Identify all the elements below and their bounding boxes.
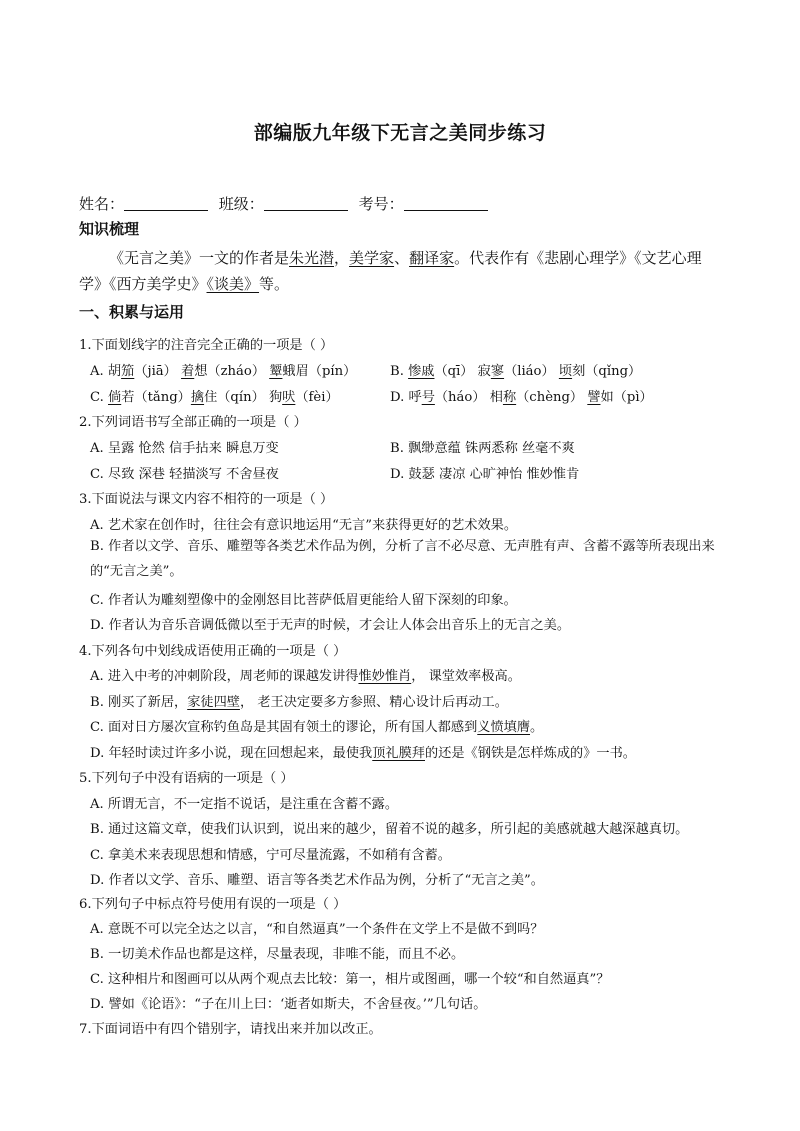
knowledge-paragraph — [79, 245, 721, 297]
q5-option-d: D. 作者以文学、音乐、雕塑、语言等各类艺术作品为例，分析了“无言之美”。 — [90, 873, 544, 888]
q6-option-c: C. 这种相片和图画可以从两个观点去比较：第一，相片或图画，哪一个较“和自然逼真”？ — [90, 972, 610, 987]
q2-option-c: C. 尽致 深巷 轻描淡写 不舍昼夜 — [90, 467, 279, 482]
q5-option-c: C. 拿美术来表现思想和情感，宁可尽量流露，不如稍有含蓄。 — [90, 848, 451, 863]
q6-option-a: A. 意既不可以完全达之以言，“和自然逼真”一个条件在文学上不是做不到吗？ — [90, 922, 544, 937]
q4-option-b: B. 刚买了新居，家徒四壁， 老王决定要多方参照、精心设计后再动工。 — [90, 695, 508, 710]
role-underlined-2: 翻译家 — [409, 249, 455, 267]
q6-option-b: B. 一切美术作品也都是这样，尽量表现，非唯不能，而且不必。 — [90, 947, 465, 962]
intro-text-4: 。代表作有《悲剧心理学》《文艺心理学》《西方美学史》 — [79, 249, 702, 293]
page-title: 部编版九年级下无言之美同步练习 — [253, 122, 547, 144]
q1-option-d: D. 呼号（háo） 相称（chèng） 譬如（pì） — [390, 390, 653, 405]
q3-option-a: A. 艺术家在创作时，往往会有意识地运用“无言”来获得更好的艺术效果。 — [90, 518, 518, 533]
q6-option-d: D. 譬如《论语》：“子在川上曰：‘逝者如斯夫，不舍昼夜。’”几句话。 — [90, 997, 487, 1012]
q5-option-a: A. 所谓无言，不一定指不说话，是注重在含蓄不露。 — [90, 797, 399, 812]
question-3-stem: 3.下面说法与课文内容不相符的一项是（ ） — [79, 492, 334, 507]
class-blank[interactable] — [264, 196, 348, 211]
intro-text-3: 、 — [394, 249, 410, 267]
question-2-stem: 2.下列词语书写全部正确的一项是（ ） — [79, 415, 307, 430]
q2-option-d: D. 鼓瑟 凄凉 心旷神怡 惟妙惟肯 — [390, 467, 580, 482]
q1-option-c: C. 倘若（tǎng）擒住（qín） 狗吠（fèi） — [90, 390, 339, 405]
intro-text-2: ， — [334, 249, 350, 267]
section-heading: 一、积累与运用 — [79, 303, 185, 321]
q4-option-d: D. 年轻时读过许多小说，现在回想起来，最使我顶礼膜拜的还是《钢铁是怎样炼成的》一书。 — [90, 746, 636, 761]
name-blank[interactable] — [124, 196, 208, 211]
question-5-stem: 5.下列句子中没有语病的一项是（ ） — [79, 771, 294, 786]
q3-option-b: B. 作者以文学、音乐、雕塑等各类艺术作品为例，分析了言不必尽意、无声胜有声、含蓄不露等所表现出来的“无言之美”。 — [90, 539, 715, 579]
role-underlined-1: 美学家 — [349, 249, 395, 267]
name-label: 姓名： — [79, 195, 125, 213]
q2-option-a: A. 呈露 怆然 信手拈来 瞬息万变 — [90, 441, 279, 456]
class-label: 班级： — [218, 195, 264, 213]
q3-option-c: C. 作者认为雕刻塑像中的金刚怒目比菩萨低眉更能给人留下深刻的印象。 — [90, 593, 517, 608]
q4-option-c: C. 面对日方屡次宣称钓鱼岛是其固有领土的谬论，所有国人都感到义愤填膺。 — [90, 720, 544, 735]
work-underlined: 《谈美》 — [206, 275, 260, 293]
q3-option-d: D. 作者认为音乐音调低微以至于无声的时候，才会让人体会出音乐上的无言之美。 — [90, 618, 571, 633]
question-7-stem: 7.下面词语中有四个错别字，请找出来并加以改正。 — [79, 1022, 382, 1037]
intro-text-5: 等。 — [259, 275, 290, 293]
q1-option-a: A. 胡笳（jiā） 着想（zháo） 颦蛾眉（pín） — [90, 364, 357, 379]
number-blank[interactable] — [404, 196, 488, 211]
question-4-stem: 4.下列各句中划线成语使用正确的一项是（ ） — [79, 644, 347, 659]
number-label: 考号： — [358, 195, 404, 213]
q5-option-b: B. 通过这篇文章，使我们认识到，说出来的越少，留着不说的越多，所引起的美感就越大越深越真切。 — [90, 822, 689, 837]
knowledge-heading: 知识梳理 — [79, 220, 140, 238]
q4-option-a: A. 进入中考的冲刺阶段，周老师的课越发讲得惟妙惟肖， 课堂效率极高。 — [90, 669, 521, 684]
author-underlined: 朱光潜 — [289, 249, 335, 267]
question-1-stem: 1.下面划线字的注音完全正确的一项是（ ） — [79, 338, 334, 353]
q1-option-b: B. 惨戚（qī） 寂寥（liáo） 顷刻（qǐng） — [390, 364, 642, 379]
student-info-line — [79, 193, 494, 214]
question-6-stem: 6.下列句子中标点符号使用有误的一项是（ ） — [79, 897, 347, 912]
q2-option-b: B. 飘缈意蕴 铢两悉称 丝毫不爽 — [390, 441, 575, 456]
intro-text-1: 《无言之美》一文的作者是 — [109, 249, 290, 267]
